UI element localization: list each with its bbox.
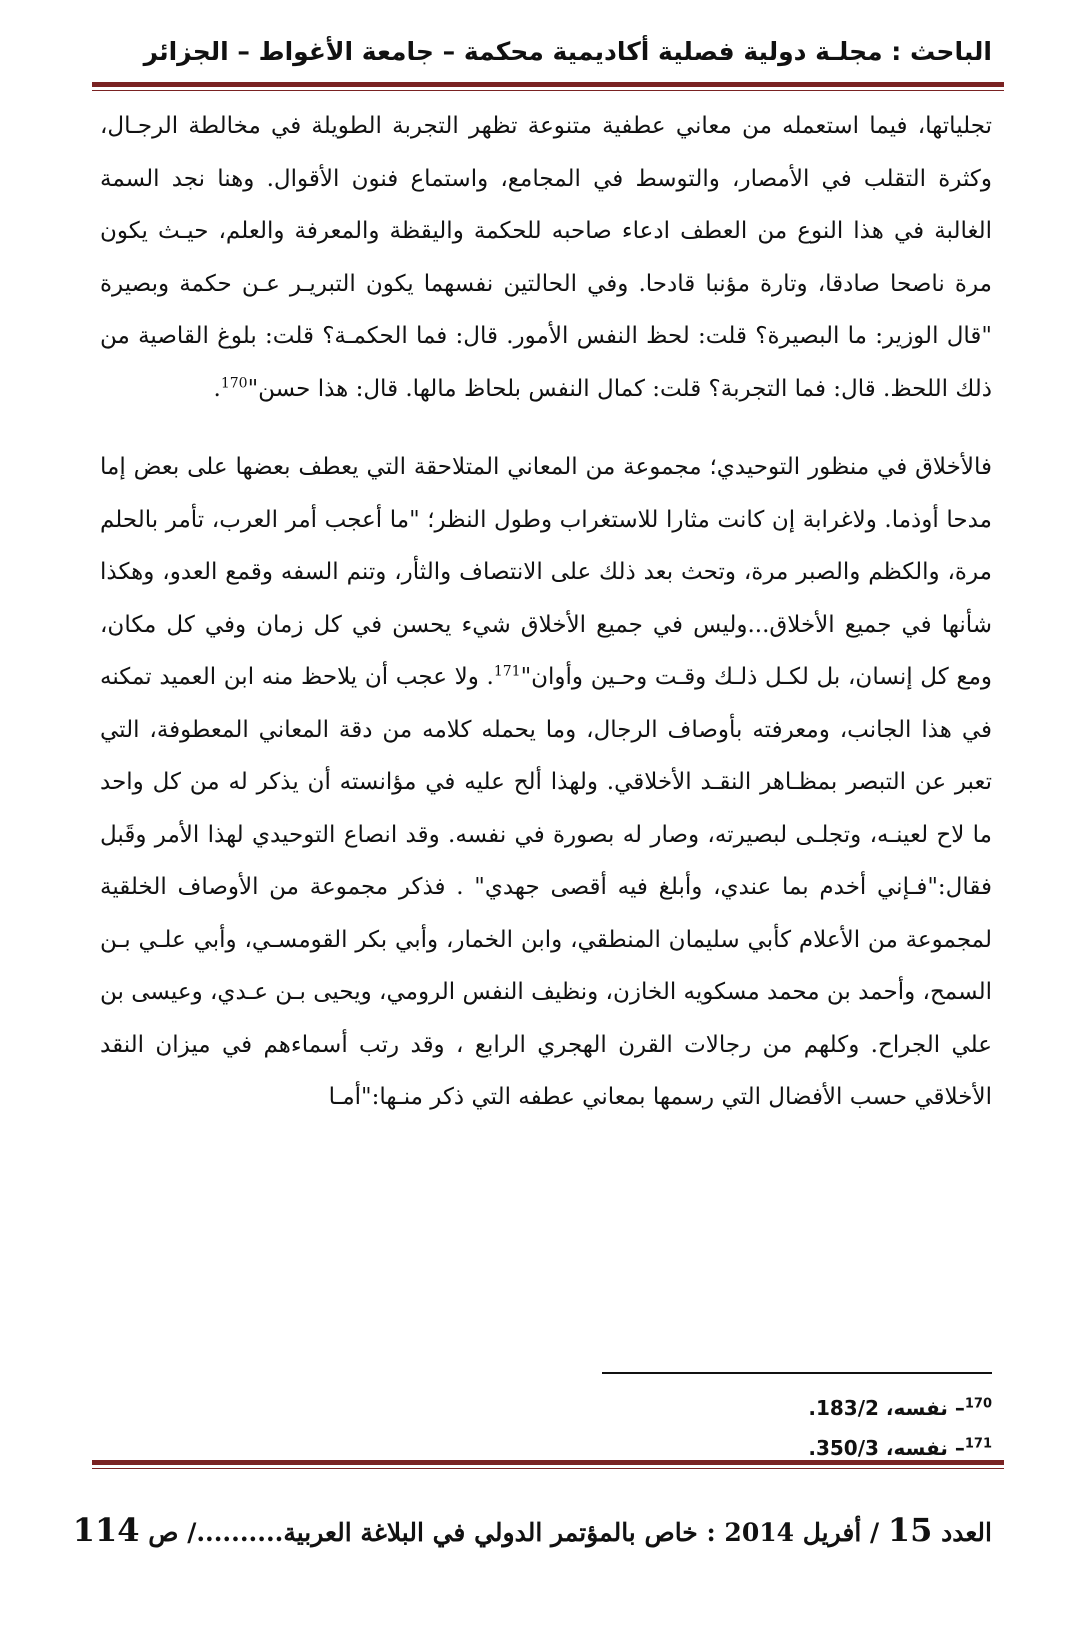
footer-description: : خاص بالمؤتمر الدولي في البلاغة العربية........../ ص xyxy=(148,1518,716,1547)
footer-rule-thin xyxy=(92,1468,1004,1469)
footnote-text: – نفسه، 183/2. xyxy=(808,1396,965,1420)
paragraph-1 xyxy=(100,100,992,415)
footnote-separator xyxy=(602,1372,992,1374)
header-rule-thin xyxy=(92,90,1004,91)
paragraph-1-end: . xyxy=(213,375,221,402)
page-footer xyxy=(72,1500,992,1560)
issue-date: / أفريل 2014 xyxy=(724,1518,880,1547)
paragraph-2-text-a: فالأخلاق في منظور التوحيدي؛ مجموعة من المعاني المتلاحقة التي يعطف بعضها على بعض إما مدحا أوذما. ولاغرابة إن كانت مثارا للاستغراب وطول النظر؛ "ما أعجب أمر العرب، تأمر بالحلم مرة، والكظم والصبر مرة، وتحث بعد ذلك على الانتصاف والثأر، وتنم السفه وقمع العدو، وهكذا شأنها في جميع الأخلاق...وليس في جميع الأخلاق شيء يحسن في كل زمان وفي كل مكان، ومع كل إنسان، بل لكـل ذلـك وقـت وحـين وأوان" xyxy=(100,454,992,690)
header-rule-thick xyxy=(92,82,1004,87)
paragraph-2-text-b: . ولا عجب أن يلاحظ منه ابن العميد تمكنه في هذا الجانب، ومعرفته بأوصاف الرجال، وما يحمله كلامه من دقة المعاني المعطوفة، التي تعبر عن التبصر بمظـاهر النقـد الأخلاقي. ولهذا ألح عليه في مؤانسته أن يذكر له من كل واحد ما لاح لعينـه، وتجلـى لبصيرته، وصار له بصورة في نفسه. وقد انصاع التوحيدي لهذا الأمر وقَبل فقال:"فـإني أخدم بما عندي، وأبلغ فيه أقصى جهدي" . فذكر مجموعة من الأوصاف الخلقية لمجموعة من الأعلام كأبي سليمان المنطقي، وابن الخمار، وأبي بكر القومسـي، وأبي علـي بـن السمح، وأحمد بن محمد مسكويه الخازن، ونظيف النفس الرومي، ويحيى بـن عـدي، وعيسى بن علي الجراح. وكلهم من رجالات القرن الهجري الرابع ، وقد رتب أسماءهم في ميزان النقد الأخلاقي حسب الأفضال التي رسمها بمعاني عطفه التي ذكر منـها:"أمـا xyxy=(100,664,992,1110)
issue-label: العدد xyxy=(941,1518,992,1547)
journal-title: الباحث : مجلـة دولية فصلية أكاديمية محكمة – جامعة الأغواط – الجزائر xyxy=(143,37,992,66)
footnotes xyxy=(392,1388,992,1468)
article-body xyxy=(100,100,992,1124)
paragraph-2 xyxy=(100,441,992,1124)
issue-number: 15 xyxy=(887,1511,933,1549)
footnote-item xyxy=(392,1388,992,1428)
footnote-number: 170 xyxy=(964,1396,992,1412)
journal-header xyxy=(100,30,992,74)
footnote-text: – نفسه، 350/3. xyxy=(808,1436,965,1460)
footnote-number: 171 xyxy=(964,1436,992,1452)
paragraph-1-text: تجلياتها، فيما استعمله من معاني عطفية متنوعة تظهر التجربة الطويلة في مخالطة الرجـال، وكثرة التقلب في الأمصار، والتوسط في المجامع، واستماع فنون الأقوال. وهنا نجد السمة الغالبة في هذا النوع من العطف ادعاء صاحبه للحكمة واليقظة والمعرفة والعلم، حيـث يكون مرة ناصحا صادقا، وتارة مؤنبا قادحا. وفي الحالتين نفسهما يكون التبريـر عـن حكمة وبصيرة "قال الوزير: ما البصيرة؟ قلت: لحظ النفس الأمور. قال: فما الحكمـة؟ قلت: بلوغ القاصية من ذلك اللحظ. قال: فما التجربة؟ قلت: كمال النفس بلحاظ مالها. قال: هذا حسن" xyxy=(100,113,992,402)
footnote-ref-171: 171 xyxy=(493,663,521,680)
paragraph-gap xyxy=(100,415,992,441)
footnote-ref-170: 170 xyxy=(220,374,248,391)
footer-rule-thick xyxy=(92,1460,1004,1465)
page-number: 114 xyxy=(72,1511,140,1549)
